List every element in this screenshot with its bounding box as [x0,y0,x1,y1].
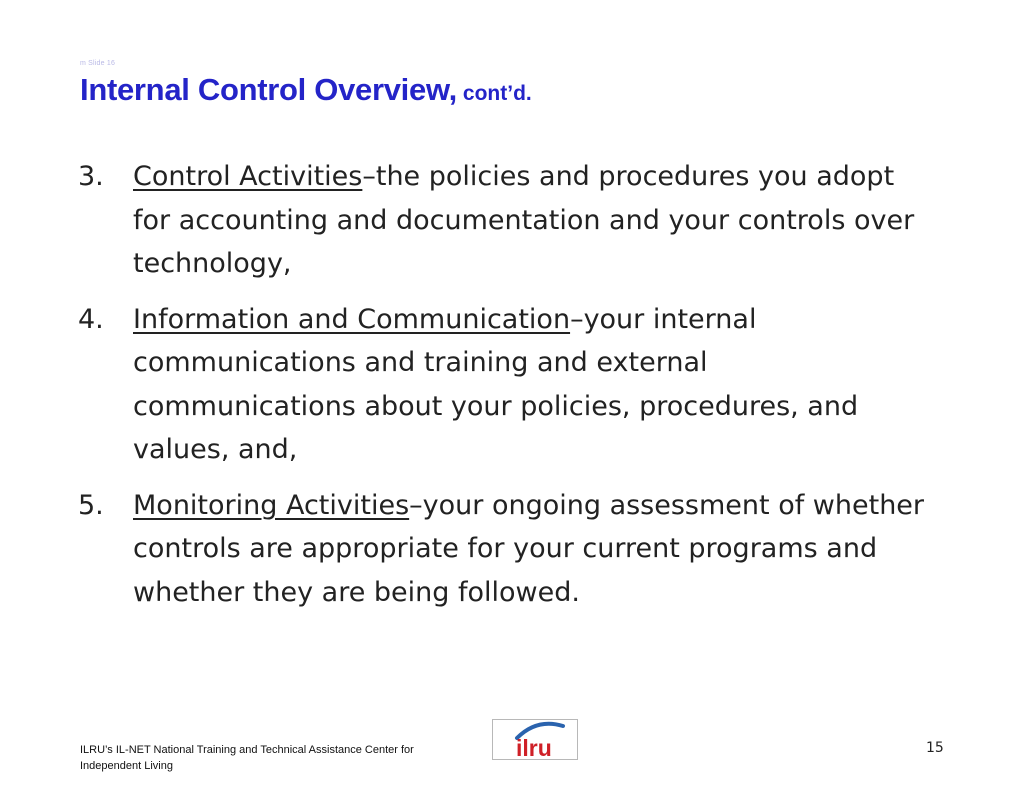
list-item-number: 4. [78,303,104,335]
footer-org-line-1: ILRU’s IL-NET National Training and Technical Assistance Center for [80,744,414,756]
ilru-logo-graphic [493,720,577,759]
footer-org-line-2: Independent Living [80,760,173,772]
list-item-term: Monitoring Activities [133,489,410,521]
list-item-monitoring-activities [78,484,938,615]
logo-wordmark: ilru [516,735,552,759]
list-item-description: –your internal communications and training and external communications about your policies, procedures, and values, and, [133,303,859,465]
ilru-logo [492,719,578,760]
list-item-term: Information and Communication [133,303,571,335]
list-item-number: 3. [78,161,104,192]
slide-title [80,70,532,115]
page-number: 15 [926,740,944,756]
slide-title-continued: cont’d. [462,82,532,105]
list-item-information-communication [78,298,938,472]
slide-id-label: m Slide 16 [80,60,116,67]
list-item-description: –your ongoing assessment of whether controls are appropriate for your current programs and whether they are being followed. [133,489,925,608]
slide-title-main: Internal Control Overview, [80,72,457,107]
control-components-list [78,155,938,626]
list-item-term: Control Activities [133,161,363,192]
list-item-control-activities [78,155,938,286]
footer-organization [80,742,460,774]
list-item-number: 5. [78,489,104,521]
list-item-description: –the policies and procedures you adopt for accounting and documentation and your controls over technology, [133,161,915,279]
